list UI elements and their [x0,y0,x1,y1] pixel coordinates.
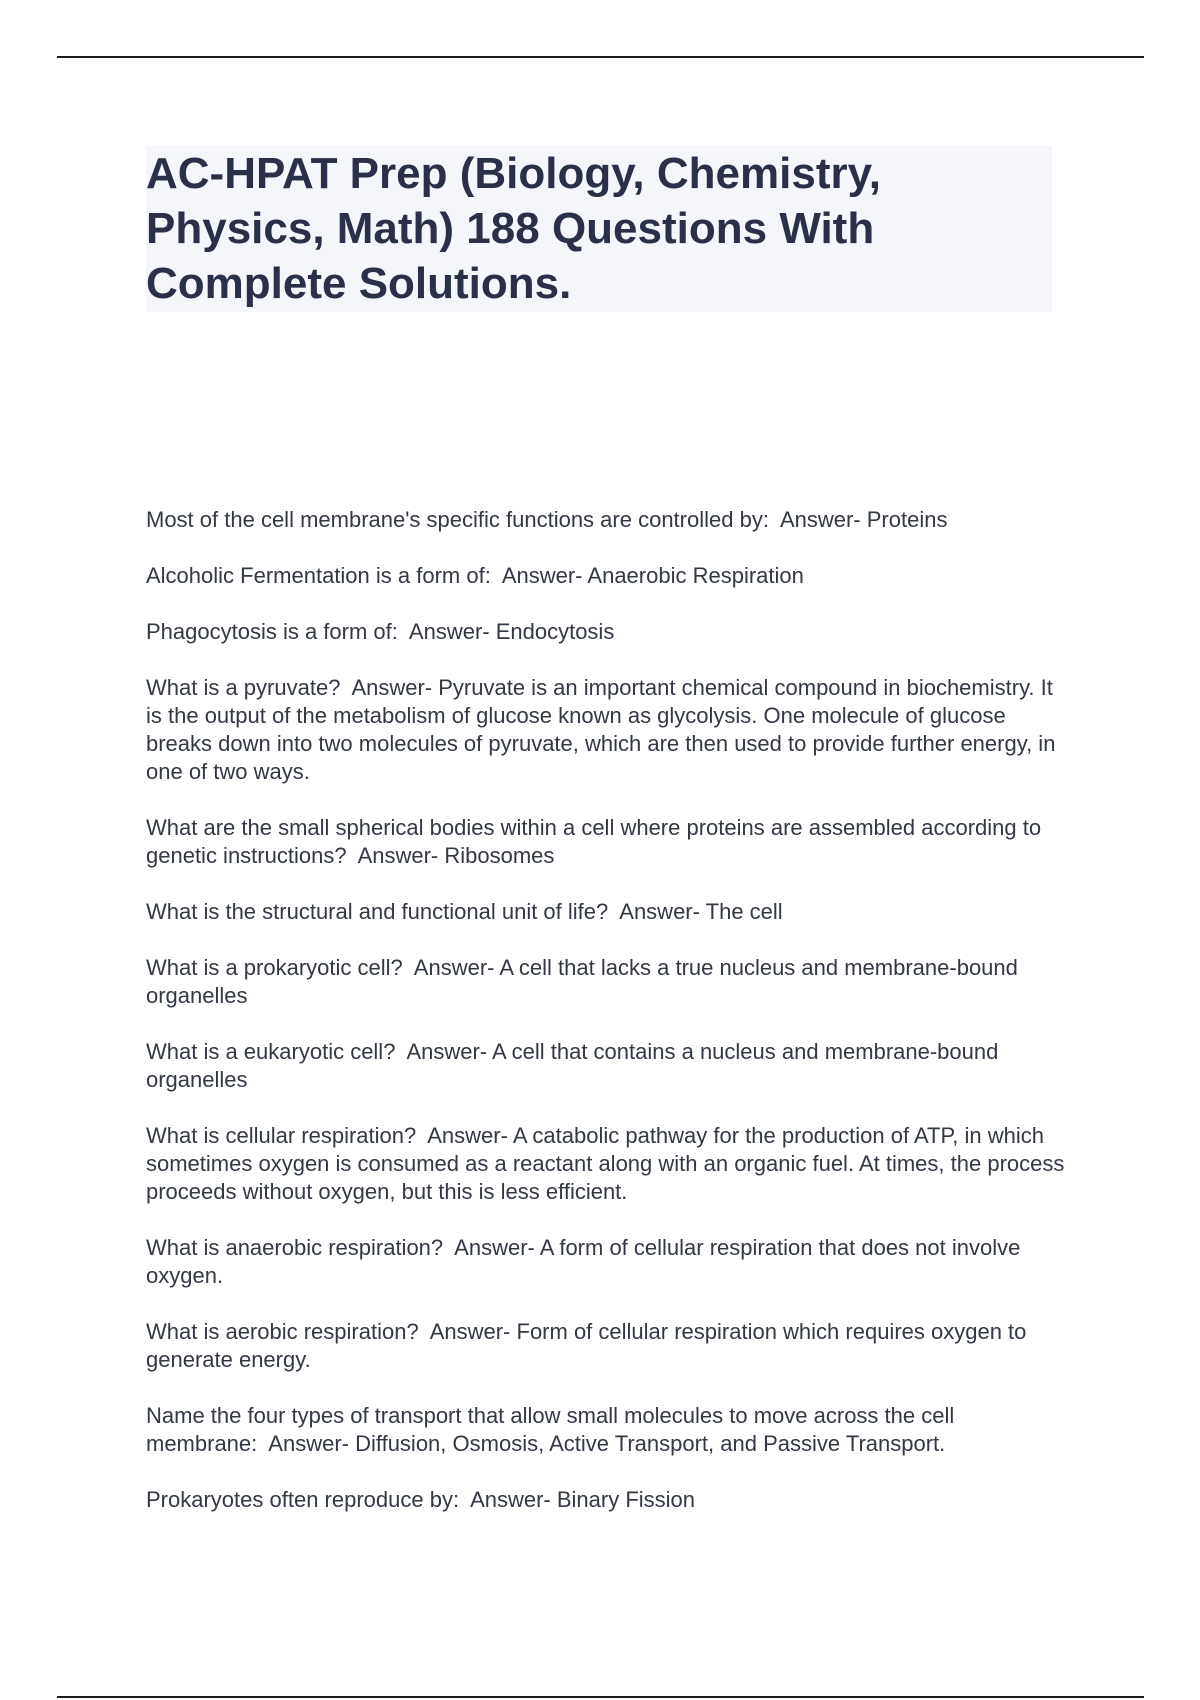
question-text: Prokaryotes often reproduce by: [146,1487,460,1512]
qa-item [146,1486,1066,1514]
qa-list [146,506,1066,1542]
question-text: What are the small spherical bodies within a cell where proteins are assembled according to genetic instructions? [146,815,1042,868]
answer-text: Answer- A catabolic pathway for the production of ATP, in which sometimes oxygen is consumed as a reactant along with an organic fuel. At times, the process proceeds without oxygen, but this is less efficient. [146,1123,1065,1204]
qa-item [146,814,1066,870]
answer-text: Answer- Form of cellular respiration which requires oxygen to generate energy. [146,1319,1027,1372]
qa-item [146,1402,1066,1458]
document-title: AC-HPAT Prep (Biology, Chemistry, Physics, Math) 188 Questions With Complete Solutions. [146,149,882,308]
qa-item [146,674,1066,786]
question-text: Most of the cell membrane's specific functions are controlled by: [146,507,769,532]
qa-item [146,1234,1066,1290]
question-text: Name the four types of transport that allow small molecules to move across the cell membrane: [146,1403,955,1456]
question-text: Alcoholic Fermentation is a form of: [146,563,491,588]
answer-text: Answer- The cell [619,899,783,924]
qa-item [146,1318,1066,1374]
answer-text: Answer- Diffusion, Osmosis, Active Transport, and Passive Transport. [268,1431,946,1456]
answer-text: Answer- Binary Fission [470,1487,696,1512]
answer-text: Answer- Anaerobic Respiration [501,563,804,588]
top-rule [57,56,1144,58]
answer-text: Answer- Pyruvate is an important chemical compound in biochemistry. It is the output of the metabolism of glucose known as glycolysis. One molecule of glucose breaks down into two molecules of pyruvate, which are then used to provide further energy, in one of two ways. [146,675,1056,784]
question-text: What is a eukaryotic cell? [146,1039,396,1064]
answer-text: Answer- A form of cellular respiration that does not involve oxygen. [146,1235,1021,1288]
qa-item [146,618,1066,646]
question-text: Phagocytosis is a form of: [146,619,398,644]
title-block [146,146,1052,312]
qa-item [146,1038,1066,1094]
question-text: What is a pyruvate? [146,675,341,700]
qa-item [146,898,1066,926]
question-text: What is aerobic respiration? [146,1319,419,1344]
qa-item [146,1122,1066,1206]
question-text: What is a prokaryotic cell? [146,955,403,980]
answer-text: Answer- Proteins [779,507,948,532]
answer-text: Answer- Ribosomes [357,843,555,868]
question-text: What is the structural and functional unit of life? [146,899,609,924]
qa-item [146,954,1066,1010]
qa-item [146,506,1066,534]
answer-text: Answer- Endocytosis [408,619,615,644]
qa-item [146,562,1066,590]
question-text: What is anaerobic respiration? [146,1235,444,1260]
answer-text: Answer- A cell that lacks a true nucleus and membrane-bound organelles [146,955,1018,1008]
answer-text: Answer- A cell that contains a nucleus and membrane-bound organelles [146,1039,999,1092]
question-text: What is cellular respiration? [146,1123,417,1148]
bottom-rule [57,1696,1144,1698]
